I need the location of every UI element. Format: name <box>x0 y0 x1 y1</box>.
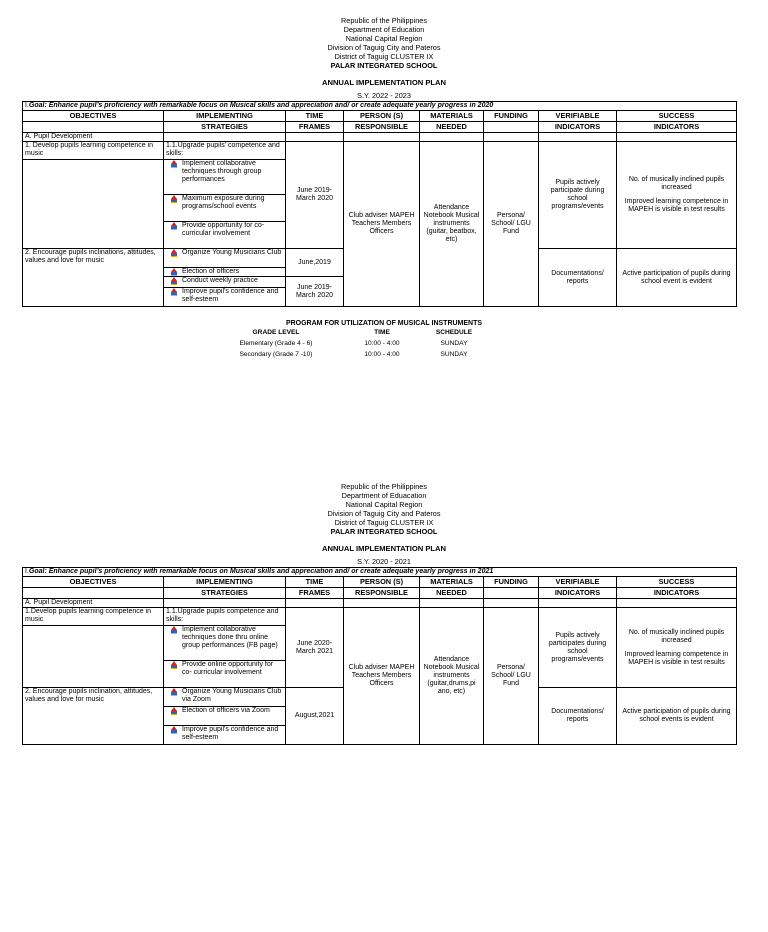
strategy-text: Organize Young Musicians Club via Zoom <box>182 688 282 703</box>
bullet-icon <box>170 626 178 634</box>
col-verifiable-2: INDICATORS <box>539 588 617 599</box>
strategy-item <box>164 626 286 661</box>
strategy-text: Provide opportunity for co-curricular involvement <box>182 222 265 237</box>
col-objectives-2 <box>23 122 164 133</box>
strategy-text: Improve pupil's confidence and self-esteem <box>182 288 279 303</box>
strategy-text: Election of officers <box>182 268 240 275</box>
objective-2: 2. Encourage pupils inclinations, attitudes, values and love for music <box>23 249 164 307</box>
header-line: Division of Taguig City and Pateros <box>327 509 441 519</box>
col-person: PERSON (S) <box>344 111 420 122</box>
bullet-icon <box>170 222 178 230</box>
strategy-item <box>164 195 286 222</box>
success-indicator-2: Active participation of pupils during school event is evident <box>617 249 737 307</box>
time: 10:00 - 4:00 <box>364 351 400 358</box>
goal-text: Goal: Enhance pupil’s proficiency with remarkable focus on Musical skills and appreciation and/ or create adequate yearly progress in 2021 <box>28 568 494 575</box>
col-time-2: FRAMES <box>286 588 344 599</box>
time: 10:00 - 4:00 <box>364 340 400 347</box>
col-person: PERSON (S) <box>344 577 420 588</box>
program-row <box>222 338 474 349</box>
section-label: A. Pupil Development <box>23 599 164 608</box>
section-label: A. Pupil Development <box>23 133 164 142</box>
header-line: District of Taguig CLUSTER IX <box>334 52 434 62</box>
col-success: SUCCESS <box>617 577 737 588</box>
bullet-icon <box>170 160 178 168</box>
header-line: Department of Eduacation <box>341 491 427 501</box>
bullet-icon <box>170 726 178 734</box>
strategy-text: Implement collaborative techniques through group performances <box>182 160 262 183</box>
bullet-icon <box>170 661 178 669</box>
bullet-icon <box>170 277 178 285</box>
plan-title: ANNUAL IMPLEMENTATION PLAN <box>321 78 447 87</box>
strategy-main: 1.1.Upgrade pupils competence and skills: <box>164 608 286 626</box>
time-frame-3: June 2019- March 2020 <box>286 277 344 307</box>
strategy-item <box>164 726 286 745</box>
school-name: PALAR INTEGRATED SCHOOL <box>330 527 438 537</box>
funding-source: Persona/ School/ LGU Fund <box>484 608 539 745</box>
strategy-item <box>164 688 286 707</box>
program-table <box>222 327 474 360</box>
school-name: PALAR INTEGRATED SCHOOL <box>330 61 438 71</box>
header-line: Division of Taguig City and Pateros <box>327 43 441 53</box>
strategy-item <box>164 160 286 195</box>
success-indicator-1 <box>617 142 737 249</box>
person-responsible: Club adviser MAPEH Teachers Members Officers <box>344 608 420 745</box>
implementation-table <box>22 567 737 745</box>
col-strategies: IMPLEMENTING <box>164 577 286 588</box>
school-year: S.Y. 2020 - 2021 <box>357 557 411 566</box>
verifiable-indicator-1: Pupils actively participate during school programs/events <box>539 142 617 249</box>
time-frame-2: August,2021 <box>286 688 344 745</box>
col-materials: MATERIALS <box>420 577 484 588</box>
col-verifiable-2: INDICATORS <box>539 122 617 133</box>
success-indicator-2: Active participation of pupils during school events is evident <box>617 688 737 745</box>
strategy-item <box>164 661 286 688</box>
verifiable-indicator-1: Pupils actively participates during school programs/events <box>539 608 617 688</box>
goal-prefix: I. <box>25 568 29 575</box>
success-text: No. of musically inclined pupils increased <box>628 176 725 191</box>
goal-row <box>23 568 737 577</box>
funding-source: Persona/ School/ LGU Fund <box>484 142 539 307</box>
time-frame-1: June 2019- March 2020 <box>286 142 344 249</box>
col-person-2: RESPONSIBLE <box>344 588 420 599</box>
col-time: TIME <box>286 111 344 122</box>
objective-1: 1. Develop pupils learning competence in music <box>23 142 164 160</box>
col-objectives: OBJECTIVES <box>23 577 164 588</box>
schedule: SUNDAY <box>440 340 468 347</box>
header-line: District of Taguig CLUSTER IX <box>334 518 434 528</box>
program-header: GRADE LEVEL <box>252 329 300 336</box>
col-strategies-2: STRATEGIES <box>164 588 286 599</box>
strategy-text: Organize Young Musicians Club <box>182 249 282 256</box>
bullet-icon <box>170 249 178 257</box>
header-line: Republic of the Philippines <box>341 482 427 491</box>
col-success-2: INDICATORS <box>617 122 737 133</box>
program-header: SCHEDULE <box>435 329 473 336</box>
strategy-text: Maximum exposure during programs/school events <box>182 195 265 210</box>
strategy-main: 1.1.Upgrade pupils' competence and skills: <box>164 142 286 160</box>
bullet-icon <box>170 268 178 276</box>
col-time: TIME <box>286 577 344 588</box>
goal-row <box>23 102 737 111</box>
col-time-2: FRAMES <box>286 122 344 133</box>
strategy-text: Provide online opportunity for co- curricular involvement <box>182 661 274 676</box>
program-title: PROGRAM FOR UTILIZATION OF MUSICAL INSTRUMENTS <box>285 320 483 327</box>
strategy-item <box>164 249 286 268</box>
strategy-item <box>164 707 286 726</box>
header-line: National Capital Region <box>345 500 423 510</box>
strategy-item <box>164 268 286 277</box>
person-responsible: Club adviser MAPEH Teachers Members Officers <box>344 142 420 307</box>
header-line: Republic of the Philippines <box>341 16 427 25</box>
program-header: TIME <box>374 329 390 336</box>
col-materials-2: NEEDED <box>420 122 484 133</box>
goal-prefix: I. <box>25 102 29 109</box>
col-materials: MATERIALS <box>420 111 484 122</box>
header-line: Department of Education <box>343 25 425 35</box>
strategy-text: Conduct weekly practice <box>182 277 258 284</box>
page-2 <box>0 482 768 537</box>
col-objectives: OBJECTIVES <box>23 111 164 122</box>
materials-needed: Attendance Notebook Musical instruments (guitar,drums,pi ano, etc) <box>420 608 484 745</box>
success-text: No. of musically inclined pupils increased <box>628 628 725 644</box>
strategy-text: Election of officers via Zoom <box>182 707 270 714</box>
time-frame-2: June,2019 <box>286 249 344 277</box>
bullet-icon <box>170 288 178 296</box>
col-success-2: INDICATORS <box>617 588 737 599</box>
letterhead <box>0 16 768 71</box>
col-materials-2: NEEDED <box>420 588 484 599</box>
plan-title: ANNUAL IMPLEMENTATION PLAN <box>321 544 447 553</box>
verifiable-indicator-2: Documentations/ reports <box>539 249 617 307</box>
grade-level: Elementary (Grade 4 - 6) <box>239 340 313 347</box>
grade-level: Secondary (Grade 7 -10) <box>239 351 313 358</box>
col-verifiable: VERIFIABLE <box>539 111 617 122</box>
time-frame-1: June 2020- March 2021 <box>286 608 344 688</box>
col-strategies-2: STRATEGIES <box>164 122 286 133</box>
materials-needed: Attendance Notebook Musical instruments (guitar, beatbox, etc) <box>420 142 484 307</box>
strategy-item <box>164 288 285 306</box>
implementation-table <box>22 101 737 307</box>
objective-2: 2. Encourage pupils inclination, attitudes, values and love for music <box>23 688 164 745</box>
page-1 <box>0 16 768 71</box>
bullet-icon <box>170 195 178 203</box>
success-text: Improved learning competence in MAPEH is visible in test results <box>624 650 729 666</box>
bullet-icon <box>170 688 178 696</box>
strategy-item <box>164 277 285 288</box>
schedule: SUNDAY <box>440 351 468 358</box>
school-year: S.Y. 2022 - 2023 <box>357 91 411 100</box>
header-line: National Capital Region <box>345 34 423 44</box>
objective-1: 1.Develop pupils learning competence in music <box>23 608 164 626</box>
success-indicator-1 <box>617 608 737 688</box>
col-funding: FUNDING <box>484 577 539 588</box>
goal-text: Goal: Enhance pupil’s proficiency with remarkable focus on Musical skills and appreciation and/ or create adequate yearly progress in 2020 <box>28 102 494 109</box>
letterhead <box>0 482 768 537</box>
strategy-item <box>164 222 286 249</box>
success-text: Improved learning competence in MAPEH is visible in test results <box>624 198 729 213</box>
strategy-text: Improve pupil's confidence and self-esteem <box>182 726 279 741</box>
col-funding-2 <box>484 122 539 133</box>
bullet-icon <box>170 707 178 715</box>
col-success: SUCCESS <box>617 111 737 122</box>
verifiable-indicator-2: Documentations/ reports <box>539 688 617 745</box>
strategy-text: Implement collaborative techniques done thru online group performances (FB page) <box>182 626 278 649</box>
col-strategies: IMPLEMENTING <box>164 111 286 122</box>
program-row <box>222 349 474 360</box>
program-section <box>0 320 768 360</box>
col-verifiable: VERIFIABLE <box>539 577 617 588</box>
col-person-2: RESPONSIBLE <box>344 122 420 133</box>
col-funding: FUNDING <box>484 111 539 122</box>
